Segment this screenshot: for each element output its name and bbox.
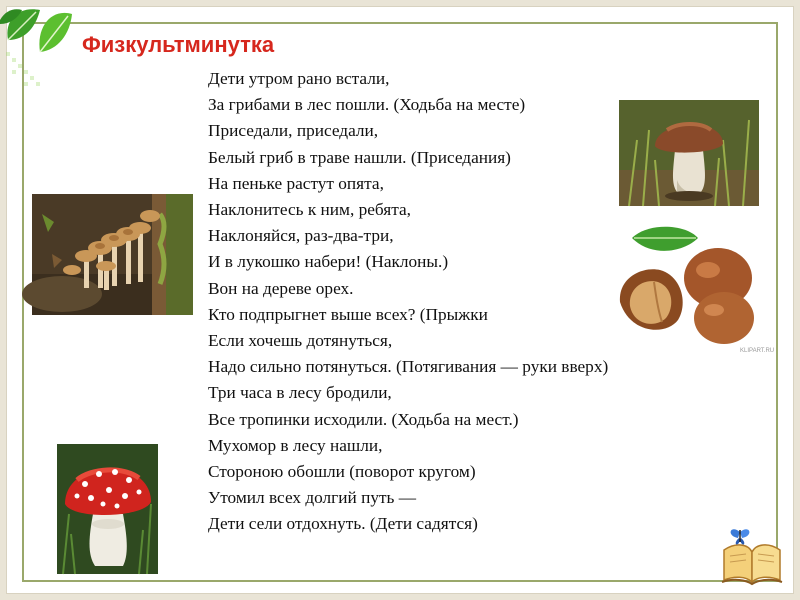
porcini-mushroom-photo — [619, 100, 759, 206]
poem-line: Все тропинки исходили. (Ходьба на мест.) — [208, 409, 519, 429]
poem-line: Вон на дереве орех. — [208, 278, 354, 298]
poem-line: Приседали, приседали, — [208, 121, 379, 141]
poem-line: Если хочешь дотянуться, — [208, 331, 393, 351]
poem-line: Дети сели отдохнуть. (Дети садятся) — [208, 514, 478, 534]
svg-text:KLIPART.RU: KLIPART.RU — [740, 348, 775, 354]
poem-line: На пеньке растут опята, — [208, 173, 384, 193]
hazelnut-icon — [608, 222, 775, 358]
butterfly-icon — [731, 529, 750, 544]
honey-mushroom-cluster-icon — [32, 194, 193, 315]
honey-mushrooms-photo — [32, 194, 193, 315]
poem-line: И в лукошко набери! (Наклоны.) — [208, 252, 449, 272]
leaves-decoration — [0, 0, 90, 110]
slide-title: Физкультминутка — [82, 32, 275, 57]
poem-line: Утомил всех долгий путь — — [208, 488, 416, 508]
porcini-mushroom-icon — [619, 100, 759, 206]
poem-line: Мухомор в лесу нашли, — [208, 435, 383, 455]
fly-agaric-photo — [57, 444, 158, 574]
poem-line: Три часа в лесу бродили, — [208, 383, 392, 403]
fly-agaric-mushroom-icon — [57, 444, 158, 574]
poem-line: Наклонитесь к ним, ребята, — [208, 200, 411, 220]
poem-line: Стороною обошли (поворот кругом) — [208, 462, 476, 482]
poem-line: За грибами в лес пошли. (Ходьба на месте) — [208, 95, 526, 115]
poem-line: Белый гриб в траве нашли. (Приседания) — [208, 147, 511, 167]
book-icon — [718, 522, 788, 588]
poem-line: Дети утром рано встали, — [208, 69, 390, 88]
poem-line: Кто подпрыгнет выше всех? (Прыжки — [208, 304, 488, 324]
poem-line: Надо сильно потянуться. (Потягивания — руки вверх) — [208, 357, 609, 377]
hazelnuts-photo — [608, 222, 775, 358]
poem-line: Наклоняйся, раз-два-три, — [208, 226, 394, 246]
